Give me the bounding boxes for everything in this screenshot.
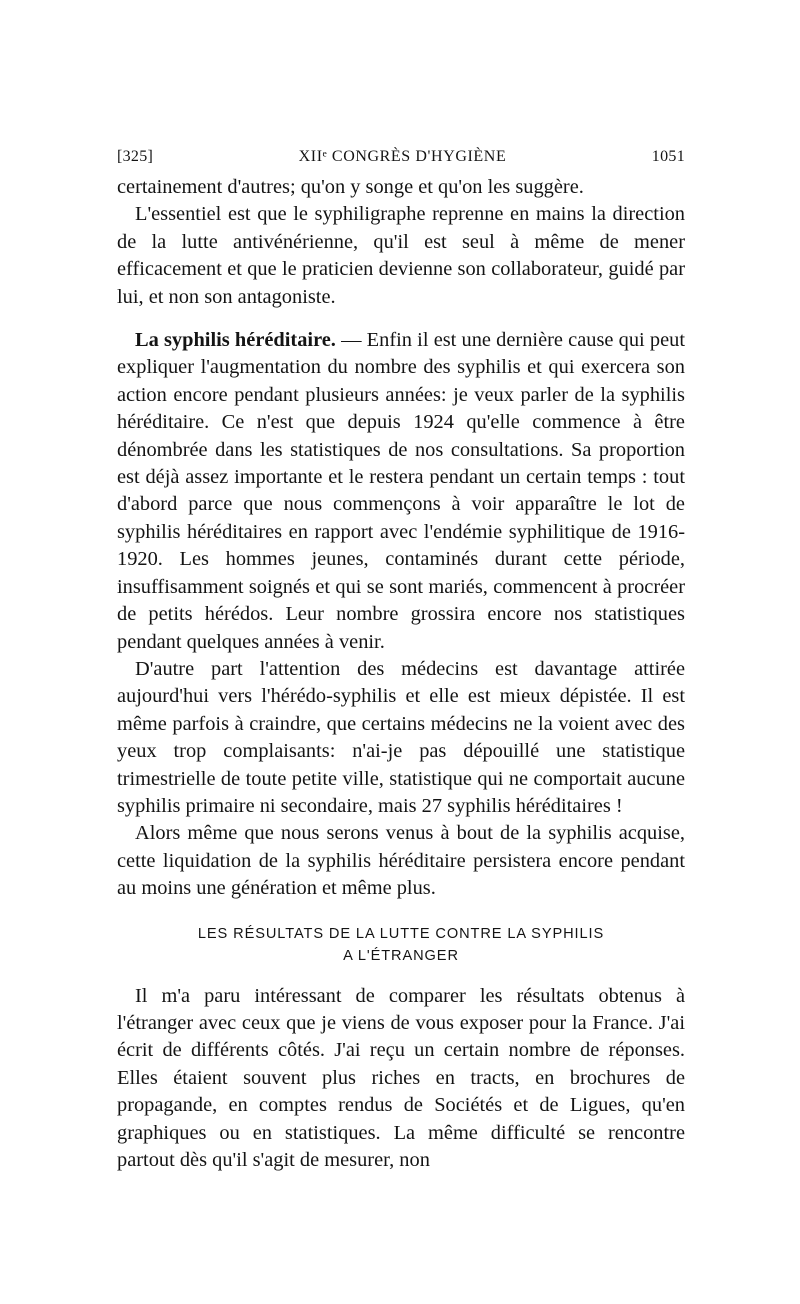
run-in-heading: La syphilis héréditaire. [135, 329, 336, 352]
running-title: XIIᵉ CONGRÈS D'HYGIÈNE [298, 148, 507, 165]
paragraph-text: — Enfin il est une dernière cause qui peut expliquer l'augmentation du nombre des syphilis et qui exercera son action encore pendant plusieurs années: je veux parler de la syphilis héréditaire. Ce n'est que depuis 1924 qu'elle commence à être dénombrée dans les statistiques de nos consultations. Sa proportion est déjà assez importante et le restera pendant un certain temps : tout d'abord parce que nous commençons à voir apparaître le lot de syphilis héréditaires en rapport avec l'endémie syphilitique de 1916-1920. Les hommes jeunes, contaminés durant cette période, insuffisamment soignés et qui se sont mariés, commencent à procréer de petits hérédos. Leur nombre grossira encore nos statistiques pendant quelques années à venir. [117, 329, 685, 653]
book-page [117, 148, 685, 1174]
paragraph: L'essentiel est que le syphiligraphe reprenne en mains la direction de la lutte antivénérienne, qu'il est seul à même de mener efficacement et que le praticien devienne son collaborateur, guidé par lui, et non son antagoniste. [117, 203, 685, 308]
paragraph: Il m'a paru intéressant de comparer les résultats obtenus à l'étranger avec ceux que je viens de vous exposer pour la France. J'ai écrit de différents côtés. J'ai reçu un certain nombre de réponses. Elles étaient souvent plus riches en tracts, en brochures de propagande, en comptes rendus de Sociétés et de Ligues, qu'en graphiques ou en statistiques. La même difficulté se rencontre partout dès qu'il s'agit de mesurer, non [117, 984, 685, 1171]
section-heading-line: A L'ÉTRANGER [343, 947, 459, 964]
page-number: 1051 [651, 148, 685, 165]
section-heading [117, 923, 685, 967]
paragraph-hereditary-syphilis [117, 327, 685, 656]
paragraph: D'autre part l'attention des médecins est davantage attirée aujourd'hui vers l'hérédo-syphilis et elle est mieux dépistée. Il est même parfois à craindre, que certains médecins ne la voient avec des yeux trop complaisants: n'ai-je pas dépouillé une statistique trimestrielle de toute petite ville, statistique qui ne comportait aucune syphilis primaire ni secondaire, mais 27 syphilis héréditaires ! [117, 657, 685, 817]
body-text [117, 174, 685, 1174]
paragraph: Alors même que nous serons venus à bout de la syphilis acquise, cette liquidation de la syphilis héréditaire persistera encore pendant au moins une génération et même plus. [117, 822, 685, 900]
paragraph: certainement d'autres; qu'on y songe et qu'on les suggère. [117, 176, 584, 198]
section-heading-line: LES RÉSULTATS DE LA LUTTE CONTRE LA SYPHILIS [197, 925, 605, 942]
page-reference: [325] [117, 148, 154, 165]
running-head [117, 148, 685, 174]
